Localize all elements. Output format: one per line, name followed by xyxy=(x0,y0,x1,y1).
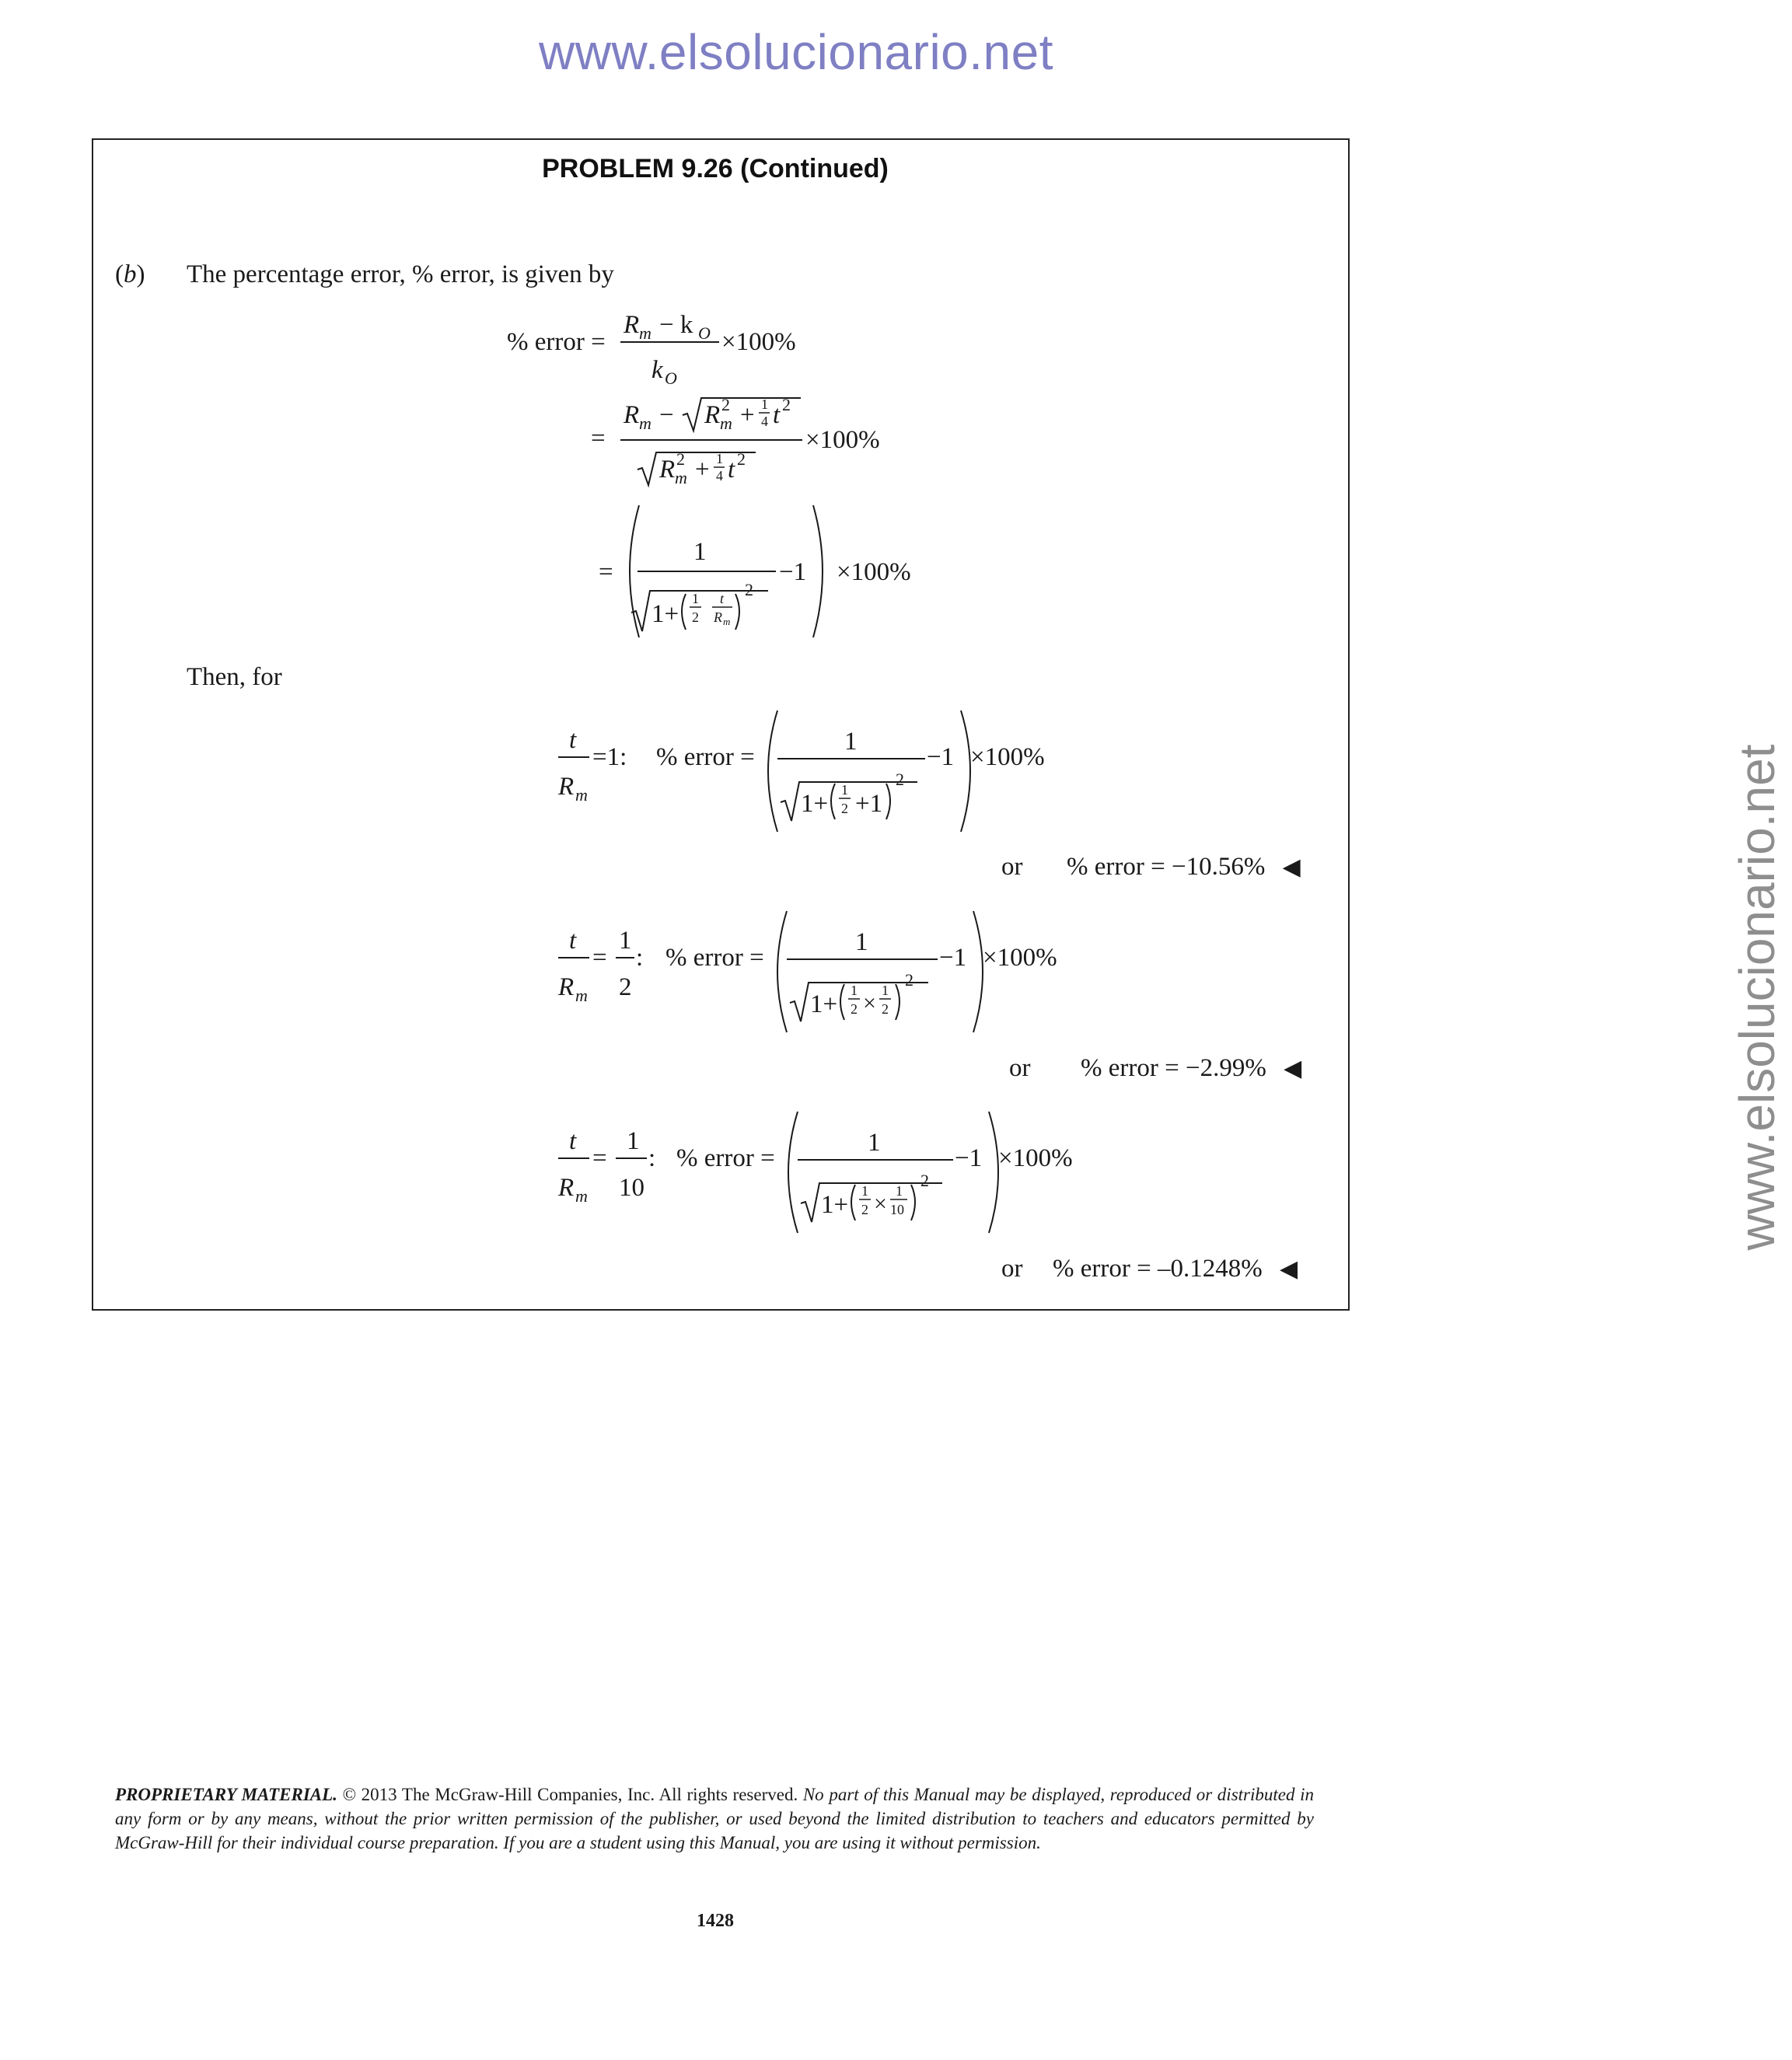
svg-text:1: 1 xyxy=(841,782,848,798)
svg-text:R: R xyxy=(558,773,575,801)
svg-text:t: t xyxy=(720,591,725,606)
svg-text:R: R xyxy=(659,456,676,484)
svg-text:−1: −1 xyxy=(779,558,807,586)
svg-text:×100%: ×100% xyxy=(970,743,1045,771)
answer-marker-icon: ◀ xyxy=(1279,1256,1298,1282)
answer-case-3-or: or xyxy=(1001,1255,1023,1283)
svg-text:2: 2 xyxy=(619,973,632,1001)
svg-text:R: R xyxy=(624,311,640,339)
answer-case-1-or: or xyxy=(1001,853,1023,881)
svg-text:m: m xyxy=(675,468,687,487)
svg-text:1: 1 xyxy=(761,396,768,412)
intro-text: The percentage error, % error, is given by xyxy=(187,260,614,288)
svg-text:O: O xyxy=(698,323,711,343)
svg-text:2: 2 xyxy=(745,580,753,599)
equation-substituted xyxy=(575,387,902,496)
svg-text:=: = xyxy=(591,424,606,452)
svg-text:×100%: ×100% xyxy=(983,944,1057,972)
svg-text:1: 1 xyxy=(716,451,723,466)
svg-text:m: m xyxy=(575,785,588,805)
svg-text:=1:: =1: xyxy=(592,743,627,771)
svg-text:2: 2 xyxy=(882,1001,889,1017)
svg-text:− k: − k xyxy=(659,311,693,339)
answer-marker-icon: ◀ xyxy=(1284,1056,1302,1081)
svg-text:×100%: ×100% xyxy=(998,1144,1073,1172)
svg-text:1: 1 xyxy=(855,928,868,956)
equation-simplified xyxy=(575,498,933,645)
svg-text:% error =: % error = xyxy=(665,944,764,972)
then-text: Then, for xyxy=(187,663,282,691)
svg-text:=: = xyxy=(592,1144,607,1172)
svg-text:O: O xyxy=(665,368,677,388)
footer-copyright: © 2013 The McGraw-Hill Companies, Inc. All rights reserved. xyxy=(337,1785,803,1804)
page-number: 1428 xyxy=(697,1911,734,1931)
svg-text:=: = xyxy=(599,558,613,586)
copyright-footer xyxy=(115,1782,1314,1855)
problem-title: PROBLEM 9.26 (Continued) xyxy=(542,154,889,183)
svg-text:% error =: % error = xyxy=(507,328,606,356)
svg-text:1+: 1+ xyxy=(821,1191,849,1219)
svg-text:1: 1 xyxy=(882,983,889,998)
svg-text:m: m xyxy=(575,986,588,1005)
svg-text:1: 1 xyxy=(851,983,858,998)
answer-case-3 xyxy=(1053,1255,1298,1283)
svg-text:−1: −1 xyxy=(955,1144,983,1172)
svg-text:2: 2 xyxy=(782,395,791,414)
answer-marker-icon: ◀ xyxy=(1282,854,1301,880)
svg-text:t: t xyxy=(569,726,577,754)
answer-case-2-or: or xyxy=(1009,1054,1031,1082)
svg-text:1+: 1+ xyxy=(651,600,679,628)
svg-text:−: − xyxy=(659,401,674,429)
svg-text:×100%: ×100% xyxy=(721,328,796,356)
svg-text:t: t xyxy=(569,927,577,955)
svg-text:2: 2 xyxy=(861,1202,868,1217)
svg-text:2: 2 xyxy=(692,609,699,625)
svg-text:=: = xyxy=(592,944,607,972)
svg-text:×: × xyxy=(863,990,876,1016)
svg-text:R: R xyxy=(704,401,721,429)
svg-text:+1: +1 xyxy=(855,790,883,818)
svg-text:2: 2 xyxy=(896,770,904,789)
svg-text:m: m xyxy=(639,414,651,433)
watermark-side: www.elsolucionario.net xyxy=(1729,744,1785,1251)
equation-case-3 xyxy=(544,1109,1104,1241)
svg-text:1: 1 xyxy=(868,1129,881,1157)
svg-text:×: × xyxy=(874,1191,887,1217)
svg-text:% error =: % error = xyxy=(676,1144,775,1172)
svg-text:4: 4 xyxy=(716,468,723,484)
svg-text:R: R xyxy=(714,609,722,625)
svg-text:m: m xyxy=(639,323,651,343)
answer-case-2-value: % error = −2.99% xyxy=(1081,1054,1266,1082)
svg-text:% error =: % error = xyxy=(656,743,755,771)
equation-case-2 xyxy=(544,908,1088,1040)
part-letter: b xyxy=(124,260,137,288)
answer-case-2 xyxy=(1081,1054,1301,1083)
answer-case-1 xyxy=(1067,853,1301,882)
svg-text:+: + xyxy=(695,456,710,484)
svg-text:2: 2 xyxy=(676,449,685,469)
svg-text:2: 2 xyxy=(737,449,746,469)
svg-text::: : xyxy=(636,944,644,972)
svg-text:m: m xyxy=(720,414,732,433)
watermark-top: www.elsolucionario.net xyxy=(539,24,1053,80)
svg-text:×100%: ×100% xyxy=(837,558,911,586)
svg-text:1+: 1+ xyxy=(810,990,838,1018)
svg-text:R: R xyxy=(624,401,640,429)
svg-text:4: 4 xyxy=(761,414,768,429)
answer-case-3-value: % error = –0.1248% xyxy=(1053,1255,1263,1283)
svg-text:+: + xyxy=(740,401,755,429)
part-label: (b) xyxy=(115,260,145,288)
svg-text:1+: 1+ xyxy=(801,790,829,818)
svg-text:−1: −1 xyxy=(927,743,955,771)
equation-error-definition xyxy=(490,303,816,389)
svg-text:−1: −1 xyxy=(939,944,967,972)
svg-text:2: 2 xyxy=(721,395,730,414)
svg-text:×100%: ×100% xyxy=(805,426,880,454)
svg-text:m: m xyxy=(575,1186,588,1206)
svg-text:2: 2 xyxy=(841,801,848,816)
svg-text::: : xyxy=(648,1144,656,1172)
footer-notice: No part of this Manual may be displayed, reproduced or distributed in any form or by any means, without the prior written permission of the publisher, or used beyond the limited distribution to teachers and educators permitted by McGraw-Hill for their individual course preparation. If you are a student using this Manual, you are using it without permission. xyxy=(115,1785,1314,1852)
svg-text:1: 1 xyxy=(619,927,632,955)
svg-text:10: 10 xyxy=(890,1202,904,1217)
svg-text:2: 2 xyxy=(905,970,913,990)
svg-text:m: m xyxy=(723,616,731,627)
svg-text:1: 1 xyxy=(693,538,707,566)
svg-text:R: R xyxy=(558,973,575,1001)
svg-text:t: t xyxy=(569,1127,577,1155)
svg-text:R: R xyxy=(558,1174,575,1202)
svg-text:1: 1 xyxy=(844,728,858,756)
answer-case-1-value: % error = −10.56% xyxy=(1067,853,1266,881)
svg-text:1: 1 xyxy=(627,1127,640,1155)
svg-text:2: 2 xyxy=(920,1171,929,1190)
svg-text:1: 1 xyxy=(692,591,699,606)
svg-text:k: k xyxy=(651,356,663,384)
footer-lead: PROPRIETARY MATERIAL. xyxy=(115,1785,337,1804)
svg-text:t: t xyxy=(773,401,781,429)
svg-text:2: 2 xyxy=(851,1001,858,1017)
svg-text:10: 10 xyxy=(619,1174,644,1202)
svg-text:1: 1 xyxy=(896,1183,903,1199)
svg-text:1: 1 xyxy=(861,1183,868,1199)
svg-text:t: t xyxy=(728,456,735,484)
equation-case-1 xyxy=(544,707,1073,840)
